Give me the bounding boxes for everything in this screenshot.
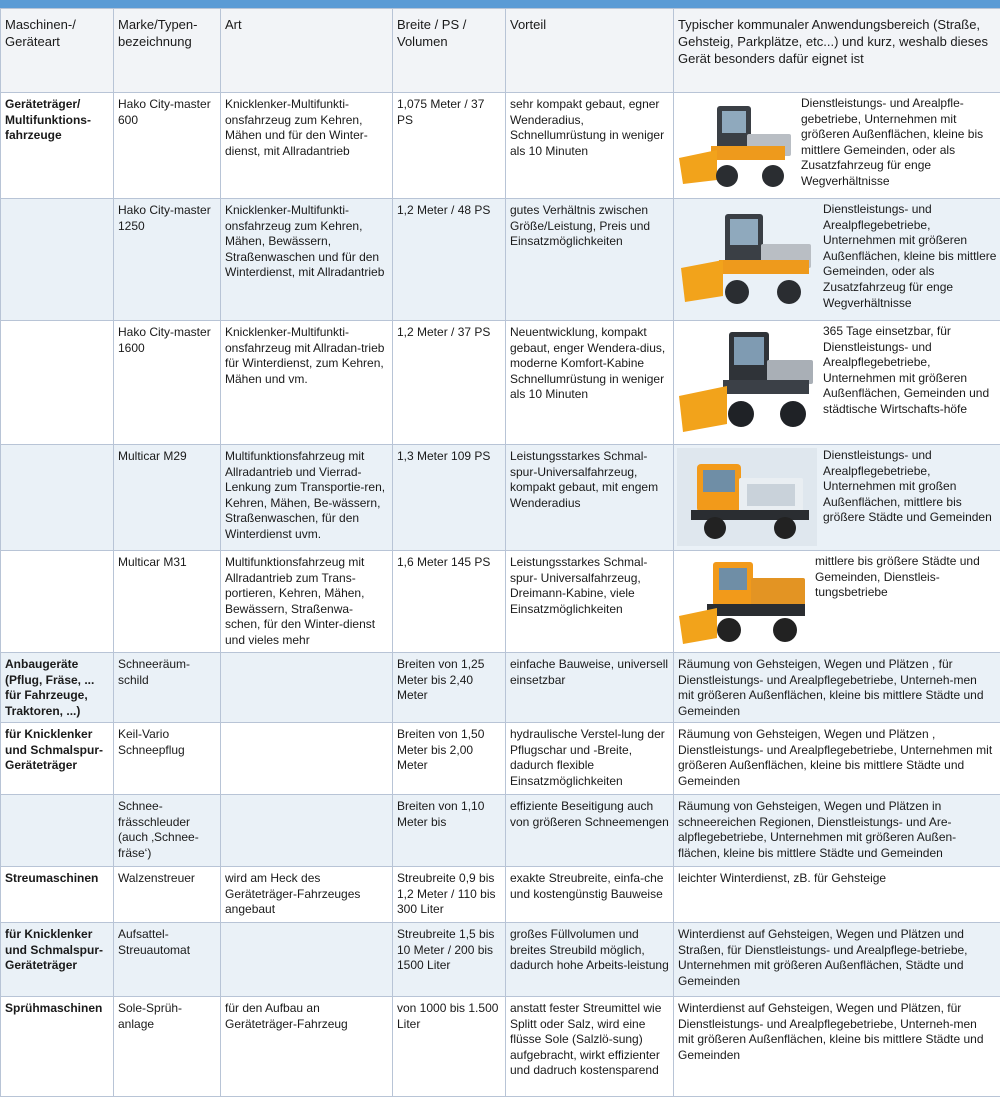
table-row xyxy=(1,795,1000,867)
vehicle-image xyxy=(677,202,817,314)
table-row xyxy=(1,997,1000,1097)
table-row xyxy=(1,923,1000,997)
vehicle-image xyxy=(677,96,795,194)
row-advantage: exakte Streubreite, einfa-che und kostengünstig Bauweise xyxy=(506,867,674,923)
row-spec: von 1000 bis 1.500 Liter xyxy=(393,997,506,1097)
row-category xyxy=(1,795,114,867)
header-type: Maschinen-/ Geräteart xyxy=(1,9,114,93)
row-usage-cell xyxy=(674,551,1000,653)
row-usage: Winterdienst auf Gehsteigen, Wegen und Plätzen, für Dienstleistungs- und Arealpflegebetriebe, Unterneh-men mit größeren Außenflächen, kleine bis mittlere Städte und Gemeinden xyxy=(674,997,1000,1097)
row-usage: Räumung von Gehsteigen, Wegen und Plätzen , für Dienstleistungs- und Arealpflegebetriebe, Unterneh-men mit größeren Außenflächen, kleine bis mittlere Städte und Gemeinden xyxy=(674,653,1000,723)
row-usage: Dienstleistungs- und Arealpflegebetriebe, Unternehmen mit großen Außenflächen, mittlere bis größere Städte und Gemeinden xyxy=(823,448,992,525)
table-row xyxy=(1,551,1000,653)
row-spec: Breiten von 1,50 Meter bis 2,00 Meter xyxy=(393,723,506,795)
row-category xyxy=(1,445,114,551)
row-advantage: gutes Verhältnis zwischen Größe/Leistung, Preis und Einsatzmöglichkeiten xyxy=(506,199,674,321)
row-brand: Aufsattel-Streuautomat xyxy=(114,923,221,997)
row-usage: leichter Winterdienst, zB. für Gehsteige xyxy=(674,867,1000,923)
row-advantage: Leistungsstarkes Schmal-spur- Universalfahrzeug, Dreimann-Kabine, viele Einsatzmöglichkeiten xyxy=(506,551,674,653)
row-spec: Breiten von 1,25 Meter bis 2,40 Meter xyxy=(393,653,506,723)
table-row xyxy=(1,653,1000,723)
row-spec: 1,2 Meter / 37 PS xyxy=(393,321,506,445)
row-brand: Hako City-master 600 xyxy=(114,93,221,199)
row-category xyxy=(1,551,114,653)
header-spec: Breite / PS / Volumen xyxy=(393,9,506,93)
table-header-row xyxy=(1,9,1000,93)
row-category: Sprühmaschinen xyxy=(1,997,114,1097)
row-category: Geräteträger/ Multifunktions-fahrzeuge xyxy=(1,93,114,199)
row-usage-cell xyxy=(674,321,1000,445)
row-brand: Schnee-frässchleuder (auch ‚Schnee-fräse‘) xyxy=(114,795,221,867)
header-advantage: Vorteil xyxy=(506,9,674,93)
vehicle-image xyxy=(677,324,817,438)
row-category: Streumaschinen xyxy=(1,867,114,923)
row-category: für Knicklenker und Schmalspur-Geräteträger xyxy=(1,723,114,795)
header-kind: Art xyxy=(221,9,393,93)
row-advantage: sehr kompakt gebaut, egner Wenderadius, Schnellumrüstung in weniger als 10 Minuten xyxy=(506,93,674,199)
row-usage: Räumung von Gehsteigen, Wegen und Plätzen , Dienstleistungs- und Arealpflegebetriebe, Unternehmen mit größeren Außenflächen, kleine bis mittlere Städte und Gemeinden xyxy=(674,723,1000,795)
row-advantage: Leistungsstarkes Schmal-spur-Universalfahrzeug, kompakt gebaut, mit engem Wenderadius xyxy=(506,445,674,551)
equipment-table xyxy=(0,8,1000,1097)
row-kind xyxy=(221,723,393,795)
row-kind: für den Aufbau an Geräteträger-Fahrzeug xyxy=(221,997,393,1097)
header-brand: Marke/Typen-bezeichnung xyxy=(114,9,221,93)
row-advantage: großes Füllvolumen und breites Streubild möglich, dadurch hohe Arbeits-leistung xyxy=(506,923,674,997)
row-spec: 1,2 Meter / 48 PS xyxy=(393,199,506,321)
table-row xyxy=(1,445,1000,551)
row-kind: Knicklenker-Multifunkti-onsfahrzeug zum Kehren, Mähen und für den Winter-dienst, mit Allradantrieb xyxy=(221,93,393,199)
table-row xyxy=(1,93,1000,199)
row-brand: Keil-Vario Schneepflug xyxy=(114,723,221,795)
row-category: für Knicklenker und Schmalspur-Geräteträger xyxy=(1,923,114,997)
row-spec: 1,075 Meter / 37 PS xyxy=(393,93,506,199)
table-row xyxy=(1,867,1000,923)
row-kind xyxy=(221,923,393,997)
row-spec: Breiten von 1,10 Meter bis xyxy=(393,795,506,867)
row-advantage: anstatt fester Streumittel wie Splitt oder Salz, wird eine flüsse Sole (Salzlö-sung) aufgebracht, wirkt effizienter und dadruch kostensparend xyxy=(506,997,674,1097)
row-spec: 1,6 Meter 145 PS xyxy=(393,551,506,653)
row-usage-cell xyxy=(674,445,1000,551)
row-category xyxy=(1,199,114,321)
row-kind xyxy=(221,795,393,867)
header-usage: Typischer kommunaler Anwendungsbereich (Straße, Gehsteig, Parkplätze, etc...) und kurz, weshalb dieses Gerät besonders dafür eignet ist xyxy=(674,9,1000,93)
row-usage: Winterdienst auf Gehsteigen, Wegen und Plätzen und Straßen, für Dienstleistungs- und Arealpflege-betriebe, Unternehmen mit größeren Außenflächen, Städte und Gemeinden xyxy=(674,923,1000,997)
row-spec: Streubreite 1,5 bis 10 Meter / 200 bis 1500 Liter xyxy=(393,923,506,997)
table-row xyxy=(1,723,1000,795)
row-brand: Walzenstreuer xyxy=(114,867,221,923)
vehicle-image xyxy=(677,448,817,546)
row-advantage: effiziente Beseitigung auch von größeren Schneemengen xyxy=(506,795,674,867)
row-spec: 1,3 Meter 109 PS xyxy=(393,445,506,551)
row-category xyxy=(1,321,114,445)
row-category: Anbaugeräte (Pflug, Fräse, ... für Fahrzeuge, Traktoren, ...) xyxy=(1,653,114,723)
row-kind: Knicklenker-Multifunkti-onsfahrzeug mit Allradan-trieb für Winterdienst, zum Kehren, Mähen und vm. xyxy=(221,321,393,445)
row-usage-cell xyxy=(674,199,1000,321)
row-usage: 365 Tage einsetzbar, für Dienstleistungs- und Arealpflegebetriebe, Unternehmen mit größeren Außenflächen, Gemeinden und städtische Wirtschafts-höfe xyxy=(823,324,990,416)
row-usage: Dienstleistungs- und Arealpflegebetriebe, Unternehmen mit größeren Außenflächen, kleine bis mittlere Gemeinden, oder als Zusatzfahrzeug für enge Wegverhältnisse xyxy=(823,202,997,310)
row-advantage: einfache Bauweise, universell einsetzbar xyxy=(506,653,674,723)
row-brand: Multicar M29 xyxy=(114,445,221,551)
row-brand: Sole-Sprüh-anlage xyxy=(114,997,221,1097)
header-accent-bar xyxy=(0,0,1000,8)
row-spec: Streubreite 0,9 bis 1,2 Meter / 110 bis 300 Liter xyxy=(393,867,506,923)
row-brand: Hako City-master 1600 xyxy=(114,321,221,445)
row-kind: Multifunktionsfahrzeug mit Allradantrieb zum Trans-portieren, Kehren, Mähen, Bewässern, Straßenwa-schen, für den Winter-dienst und vieles mehr xyxy=(221,551,393,653)
row-brand: Multicar M31 xyxy=(114,551,221,653)
row-kind: Knicklenker-Multifunkti-onsfahrzeug zum Kehren, Mähen, Bewässern, Straßenwaschen und für den Winterdienst, mit Allradantrieb xyxy=(221,199,393,321)
row-kind xyxy=(221,653,393,723)
table-row xyxy=(1,321,1000,445)
row-kind: wird am Heck des Geräteträger-Fahrzeuges angebaut xyxy=(221,867,393,923)
row-kind: Multifunktionsfahrzeug mit Allradantrieb und Vierrad-Lenkung zum Transportie-ren, Kehren, Mähen, Be-wässern, Straßenwaschen, für den Winterdienst uvm. xyxy=(221,445,393,551)
row-advantage: hydraulische Verstel-lung der Pflugschar und -Breite, dadurch flexible Einsatzmöglichkeiten xyxy=(506,723,674,795)
vehicle-image xyxy=(677,554,809,650)
row-brand: Hako City-master 1250 xyxy=(114,199,221,321)
row-usage-cell xyxy=(674,93,1000,199)
row-usage: Dienstleistungs- und Arealpfle-gebetriebe, Unternehmen mit größeren Außenflächen, kleine bis mittlere Gemeinden, oder als Zusatzfahrzeug für enge Wegverhältnisse xyxy=(801,96,984,188)
row-usage: Räumung von Gehsteigen, Wegen und Plätzen in schneereichen Regionen, Dienstleistungs- und Are-alpflegebetriebe, Unternehmen mit größeren Außen-flächen, kleine bis mittlere Städte und Gemeinden xyxy=(674,795,1000,867)
row-usage: mittlere bis größere Städte und Gemeinden, Dienstleis-tungsbetriebe xyxy=(815,554,980,600)
row-advantage: Neuentwicklung, kompakt gebaut, enger Wendera-dius, moderne Komfort-Kabine Schnellumrüstung in weniger als 10 Minuten xyxy=(506,321,674,445)
table-row xyxy=(1,199,1000,321)
row-brand: Schneeräum-schild xyxy=(114,653,221,723)
